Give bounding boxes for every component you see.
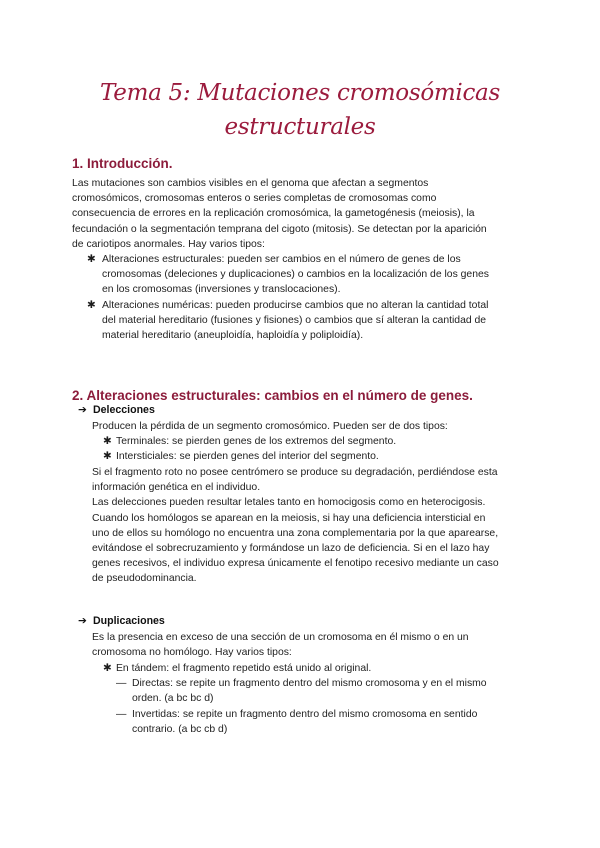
delecciones-bullet-intersticial bbox=[116, 449, 379, 464]
arrow-right-icon: ➔ bbox=[78, 404, 87, 416]
text-line: Intersticiales: se pierden genes del interior del segmento. bbox=[116, 451, 379, 462]
delecciones-heading bbox=[78, 404, 155, 416]
section-1-heading: 1. Introducción. bbox=[72, 156, 173, 171]
star-bullet-icon: ✱ bbox=[103, 451, 112, 462]
star-bullet-icon: ✱ bbox=[87, 254, 96, 265]
text-line: Producen la pérdida de un segmento cromosómico. Pueden ser de dos tipos: bbox=[92, 421, 448, 432]
title-line-1: Tema 5: Mutaciones cromosómicas bbox=[100, 80, 500, 106]
star-bullet-icon: ✱ bbox=[103, 436, 112, 447]
text-line: de pseudodominancia. bbox=[92, 573, 197, 585]
text-line: genes recesivos, el individuo expresa únicamente el fenotipo recesivo mediante un caso bbox=[92, 558, 499, 570]
text-line: En tándem: el fragmento repetido está unido al original. bbox=[116, 663, 372, 674]
text-line: Las delecciones pueden resultar letales tanto en homocigosis como en heterocigosis. bbox=[92, 497, 486, 509]
text-line: información genética en el individuo. bbox=[92, 482, 261, 494]
dash-bullet-icon: — bbox=[116, 709, 127, 720]
duplicaciones-heading bbox=[78, 615, 165, 627]
text-line: Alteraciones numéricas: pueden producirse cambios que no alteran la cantidad total bbox=[102, 300, 489, 311]
text-line: Cuando los homólogos se aparean en la meiosis, si hay una deficiencia intersticial en bbox=[92, 512, 486, 524]
duplicaciones-bullet-tandem bbox=[116, 661, 371, 676]
duplicaciones-title: Duplicaciones bbox=[93, 615, 165, 627]
text-line: cromosómicos, cromosomas enteros o series completas de cromosomas como bbox=[72, 193, 437, 205]
dash-bullet-icon: — bbox=[116, 678, 127, 689]
text-line: Invertidas: se repite un fragmento dentro del mismo cromosoma en sentido bbox=[132, 709, 478, 720]
text-line: orden. (a bc bc d) bbox=[132, 693, 214, 705]
title-line-2: estructurales bbox=[224, 114, 376, 140]
text-line: Terminales: se pierden genes de los extremos del segmento. bbox=[116, 436, 397, 447]
text-line: Alteraciones estructurales: pueden ser cambios en el número de genes de los bbox=[102, 254, 461, 265]
text-line: Es la presencia en exceso de una sección de un cromosoma en él mismo o en un bbox=[92, 632, 469, 643]
page-title bbox=[0, 76, 600, 144]
text-line: del material hereditario (fusiones y fisiones) o cambios que sí alteran la cantidad de bbox=[102, 315, 487, 327]
delecciones-title: Delecciones bbox=[93, 404, 155, 416]
duplicaciones-directas bbox=[132, 676, 532, 706]
text-line: contrario. (a bc cb d) bbox=[132, 724, 228, 736]
delecciones-body bbox=[92, 465, 537, 587]
star-bullet-icon: ✱ bbox=[103, 663, 112, 674]
duplicaciones-intro bbox=[92, 630, 532, 660]
text-line: Las mutaciones son cambios visibles en el genoma que afectan a segmentos bbox=[72, 178, 429, 189]
duplicaciones-invertidas bbox=[132, 707, 532, 737]
text-line: fecundación o la segmentación temprana del cigoto (mitosis). Se detectan por la aparición bbox=[72, 223, 487, 235]
star-bullet-icon: ✱ bbox=[87, 300, 96, 311]
text-line: de cariotipos anormales. Hay varios tipos: bbox=[72, 238, 265, 250]
delecciones-bullet-terminal bbox=[116, 434, 396, 449]
bullet-numeric bbox=[102, 298, 532, 344]
bullet-structural bbox=[102, 252, 532, 298]
text-line: material hereditario (aneuploidía, haploidía y poliploidía). bbox=[102, 330, 364, 342]
section-1-intro bbox=[72, 176, 532, 252]
text-line: en los cromosomas (inversiones y translocaciones). bbox=[102, 284, 341, 296]
text-line: cromosomas (deleciones y duplicaciones) o cambios en la localización de los genes bbox=[102, 269, 489, 281]
delecciones-intro bbox=[92, 419, 532, 434]
text-line: cromosoma no homólogo. Hay varios tipos: bbox=[92, 647, 292, 659]
text-line: Si el fragmento roto no posee centrómero se produce su degradación, perdiéndose esta bbox=[92, 467, 498, 478]
text-line: evitándose el sobrecruzamiento y formándose un lazo de deficiencia. Si en el lazo hay bbox=[92, 543, 490, 555]
section-2-heading: 2. Alteraciones estructurales: cambios en el número de genes. bbox=[72, 388, 473, 403]
arrow-right-icon: ➔ bbox=[78, 615, 87, 627]
text-line: uno de ellos su homólogo no encuentra una zona complementaria por la que aparearse, bbox=[92, 527, 499, 539]
text-line: Directas: se repite un fragmento dentro del mismo cromosoma y en el mismo bbox=[132, 678, 487, 689]
text-line: consecuencia de errores en la replicación cromosómica, la gametogénesis (meiosis), la bbox=[72, 208, 475, 220]
